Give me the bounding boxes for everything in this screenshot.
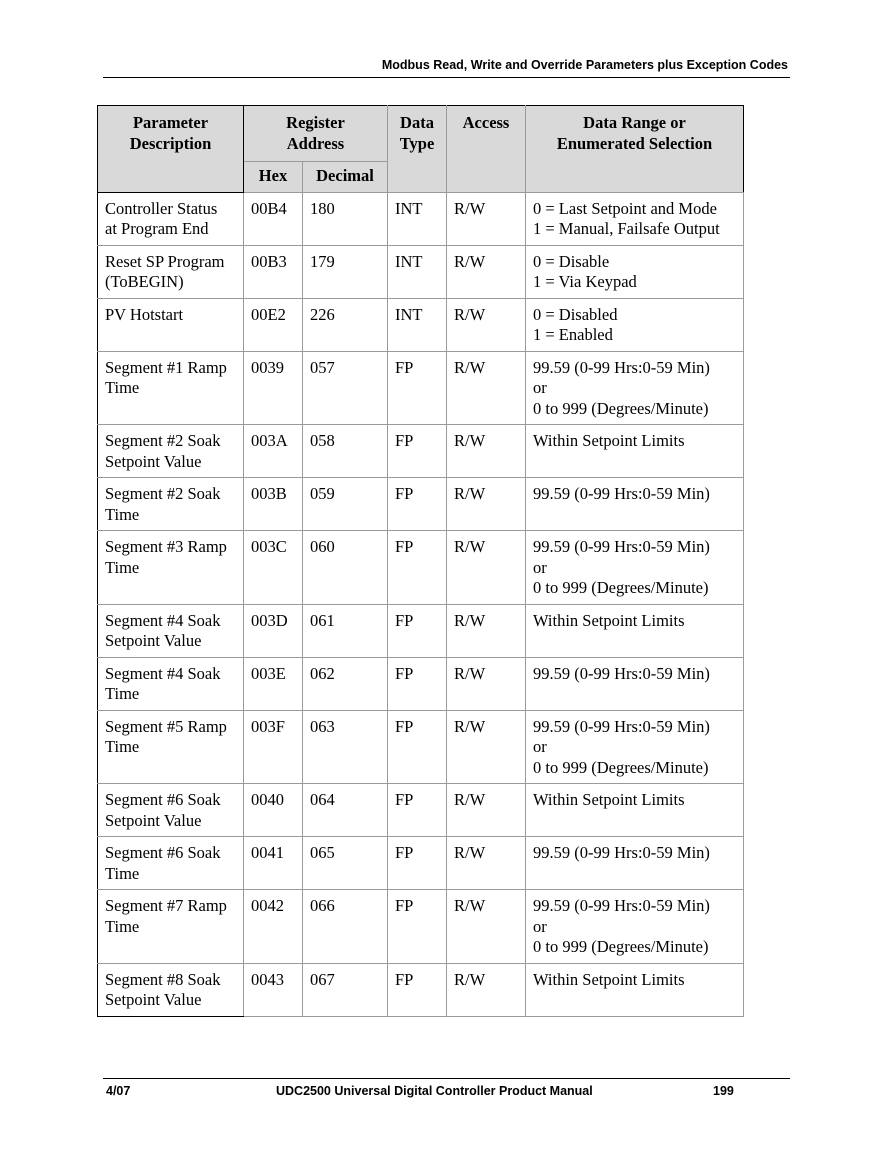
- cell-decimal: 180: [303, 192, 388, 245]
- cell-data-range: 99.59 (0-99 Hrs:0-59 Min): [526, 837, 744, 890]
- cell-access: R/W: [447, 604, 526, 657]
- cell-access: R/W: [447, 425, 526, 478]
- cell-parameter-description: Segment #2 Soak Time: [98, 478, 244, 531]
- cell-data-range: Within Setpoint Limits: [526, 604, 744, 657]
- header-decimal: Decimal: [303, 162, 388, 193]
- cell-decimal: 063: [303, 710, 388, 784]
- cell-parameter-description: Segment #4 Soak Time: [98, 657, 244, 710]
- cell-parameter-description: Segment #4 Soak Setpoint Value: [98, 604, 244, 657]
- cell-parameter-description: Segment #8 Soak Setpoint Value: [98, 963, 244, 1016]
- footer-rule: [103, 1078, 790, 1079]
- cell-access: R/W: [447, 478, 526, 531]
- table-header: [98, 106, 744, 193]
- cell-access: R/W: [447, 837, 526, 890]
- cell-data-type: FP: [388, 351, 447, 425]
- cell-data-type: FP: [388, 531, 447, 605]
- cell-access: R/W: [447, 531, 526, 605]
- header-parameter-description: Parameter Description: [98, 106, 244, 193]
- cell-hex: 0039: [244, 351, 303, 425]
- cell-decimal: 064: [303, 784, 388, 837]
- cell-access: R/W: [447, 784, 526, 837]
- cell-data-type: FP: [388, 710, 447, 784]
- cell-decimal: 226: [303, 298, 388, 351]
- cell-data-type: INT: [388, 245, 447, 298]
- table-row: [98, 890, 744, 964]
- cell-hex: 0043: [244, 963, 303, 1016]
- cell-hex: 003B: [244, 478, 303, 531]
- cell-access: R/W: [447, 890, 526, 964]
- cell-hex: 00E2: [244, 298, 303, 351]
- table-body: [98, 192, 744, 1016]
- cell-data-type: FP: [388, 890, 447, 964]
- cell-data-type: FP: [388, 604, 447, 657]
- header-access: Access: [447, 106, 526, 193]
- cell-parameter-description: Controller Status at Program End: [98, 192, 244, 245]
- cell-access: R/W: [447, 963, 526, 1016]
- cell-parameter-description: Segment #6 Soak Time: [98, 837, 244, 890]
- cell-hex: 0042: [244, 890, 303, 964]
- cell-data-type: FP: [388, 478, 447, 531]
- cell-access: R/W: [447, 351, 526, 425]
- cell-parameter-description: Segment #1 Ramp Time: [98, 351, 244, 425]
- cell-access: R/W: [447, 657, 526, 710]
- cell-parameter-description: Segment #6 Soak Setpoint Value: [98, 784, 244, 837]
- running-header: Modbus Read, Write and Override Parameters plus Exception Codes: [381, 58, 788, 72]
- cell-data-type: FP: [388, 837, 447, 890]
- cell-parameter-description: Segment #2 Soak Setpoint Value: [98, 425, 244, 478]
- cell-access: R/W: [447, 710, 526, 784]
- table-row: [98, 192, 744, 245]
- cell-decimal: 179: [303, 245, 388, 298]
- header-hex: Hex: [244, 162, 303, 193]
- header-rule: [103, 77, 790, 78]
- cell-hex: 00B3: [244, 245, 303, 298]
- cell-decimal: 058: [303, 425, 388, 478]
- cell-data-range: 99.59 (0-99 Hrs:0-59 Min) or 0 to 999 (Degrees/Minute): [526, 531, 744, 605]
- cell-data-range: Within Setpoint Limits: [526, 784, 744, 837]
- cell-decimal: 066: [303, 890, 388, 964]
- cell-data-type: FP: [388, 425, 447, 478]
- cell-data-range: 99.59 (0-99 Hrs:0-59 Min) or 0 to 999 (Degrees/Minute): [526, 351, 744, 425]
- table-row: [98, 351, 744, 425]
- footer-date: 4/07: [106, 1084, 131, 1098]
- cell-data-type: FP: [388, 963, 447, 1016]
- cell-data-range: 99.59 (0-99 Hrs:0-59 Min): [526, 657, 744, 710]
- cell-hex: 003C: [244, 531, 303, 605]
- cell-hex: 00B4: [244, 192, 303, 245]
- table-row: [98, 657, 744, 710]
- cell-parameter-description: Segment #7 Ramp Time: [98, 890, 244, 964]
- cell-decimal: 065: [303, 837, 388, 890]
- cell-data-type: FP: [388, 657, 447, 710]
- cell-data-range: 0 = Disabled 1 = Enabled: [526, 298, 744, 351]
- cell-decimal: 062: [303, 657, 388, 710]
- table-row: [98, 784, 744, 837]
- table-row: [98, 425, 744, 478]
- cell-parameter-description: Segment #3 Ramp Time: [98, 531, 244, 605]
- cell-decimal: 067: [303, 963, 388, 1016]
- cell-decimal: 059: [303, 478, 388, 531]
- cell-data-range: 0 = Last Setpoint and Mode 1 = Manual, Failsafe Output: [526, 192, 744, 245]
- cell-access: R/W: [447, 245, 526, 298]
- cell-hex: 003A: [244, 425, 303, 478]
- cell-data-range: 99.59 (0-99 Hrs:0-59 Min) or 0 to 999 (Degrees/Minute): [526, 890, 744, 964]
- cell-hex: 003F: [244, 710, 303, 784]
- cell-data-range: 0 = Disable 1 = Via Keypad: [526, 245, 744, 298]
- cell-parameter-description: Reset SP Program (ToBEGIN): [98, 245, 244, 298]
- table-row: [98, 710, 744, 784]
- cell-decimal: 060: [303, 531, 388, 605]
- cell-access: R/W: [447, 192, 526, 245]
- cell-data-range: 99.59 (0-99 Hrs:0-59 Min): [526, 478, 744, 531]
- cell-data-range: Within Setpoint Limits: [526, 963, 744, 1016]
- table-row: [98, 245, 744, 298]
- cell-decimal: 061: [303, 604, 388, 657]
- table-row: [98, 531, 744, 605]
- cell-hex: 003E: [244, 657, 303, 710]
- cell-parameter-description: PV Hotstart: [98, 298, 244, 351]
- table-row: [98, 604, 744, 657]
- header-data-type: Data Type: [388, 106, 447, 193]
- cell-data-type: INT: [388, 192, 447, 245]
- cell-data-type: INT: [388, 298, 447, 351]
- cell-data-range: 99.59 (0-99 Hrs:0-59 Min) or 0 to 999 (Degrees/Minute): [526, 710, 744, 784]
- table-row: [98, 298, 744, 351]
- table-row: [98, 837, 744, 890]
- cell-hex: 0040: [244, 784, 303, 837]
- cell-decimal: 057: [303, 351, 388, 425]
- footer-manual-title: UDC2500 Universal Digital Controller Product Manual: [276, 1084, 593, 1098]
- table-row: [98, 478, 744, 531]
- cell-access: R/W: [447, 298, 526, 351]
- header-register-address: Register Address: [244, 106, 388, 162]
- cell-hex: 003D: [244, 604, 303, 657]
- cell-parameter-description: Segment #5 Ramp Time: [98, 710, 244, 784]
- parameter-table: [97, 105, 744, 1017]
- cell-hex: 0041: [244, 837, 303, 890]
- footer-page-number: 199: [713, 1084, 734, 1098]
- table-row: [98, 963, 744, 1016]
- cell-data-range: Within Setpoint Limits: [526, 425, 744, 478]
- header-data-range: Data Range or Enumerated Selection: [526, 106, 744, 193]
- cell-data-type: FP: [388, 784, 447, 837]
